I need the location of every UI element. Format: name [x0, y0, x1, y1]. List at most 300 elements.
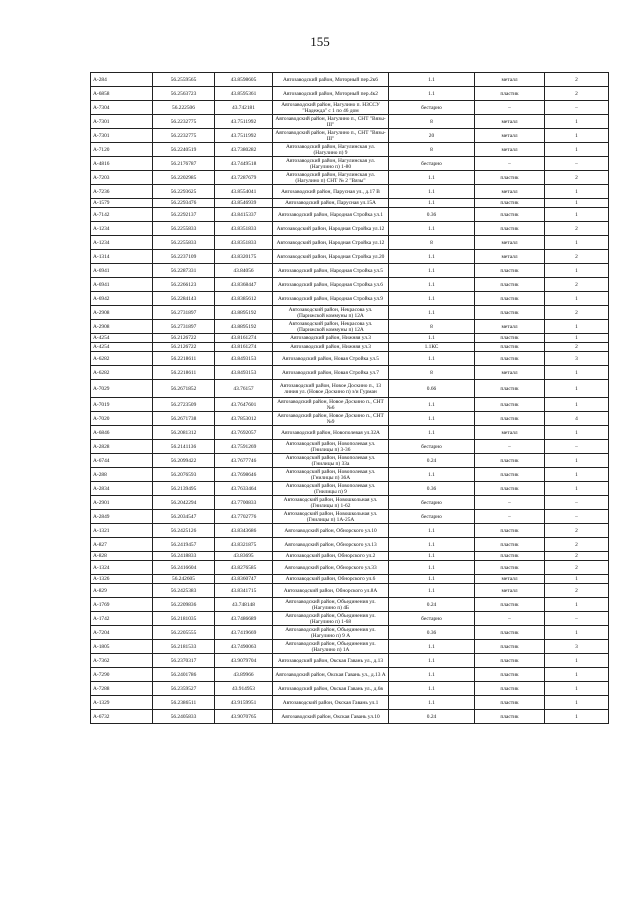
cell-site-number: А-7120 [91, 143, 153, 157]
cell-volume: 1.1 [389, 561, 475, 575]
cell-longitude: 43.8351833 [215, 236, 273, 250]
cell-material: пластик [475, 171, 545, 185]
cell-latitude: 56.2126722 [153, 334, 215, 343]
cell-longitude: 43.76157 [215, 380, 273, 398]
cell-site-number: А-4816 [91, 157, 153, 171]
cell-material: пластик [475, 208, 545, 222]
cell-site-number: А-7236 [91, 185, 153, 199]
cell-address: Автозаводский район, Окская Гавань ул.1 [273, 696, 389, 710]
cell-quantity: 1 [545, 668, 609, 682]
cell-quantity: – [545, 157, 609, 171]
cell-quantity: 1 [545, 366, 609, 380]
cell-latitude: 56.2731897 [153, 320, 215, 334]
cell-latitude: 56.2425383 [153, 584, 215, 598]
cell-material: пластик [475, 222, 545, 236]
cell-volume: 1.1КС [389, 343, 475, 352]
cell-site-number: А-828 [91, 552, 153, 561]
cell-longitude: 43.7692057 [215, 426, 273, 440]
cell-address: Автозаводский район, Парусная ул., д.17 В [273, 185, 389, 199]
cell-longitude: 43.8351833 [215, 222, 273, 236]
table-row [91, 496, 609, 510]
cell-quantity: – [545, 496, 609, 510]
cell-latitude: 56.2181035 [153, 612, 215, 626]
cell-address: Автозаводский район, Нагулинская ул. (Нагулино п) 1-80 [273, 157, 389, 171]
cell-site-number: А-2901 [91, 496, 153, 510]
cell-quantity: 2 [545, 278, 609, 292]
cell-longitude: 43.7700833 [215, 496, 273, 510]
cell-volume: бестарно [389, 440, 475, 454]
cell-latitude: 56.2176787 [153, 157, 215, 171]
cell-material: пластик [475, 538, 545, 552]
table-row [91, 278, 609, 292]
table-body [91, 73, 609, 724]
cell-material: – [475, 496, 545, 510]
cell-address: Автозаводский район, Народная Стройка ул.20 [273, 250, 389, 264]
cell-longitude: 43.8554041 [215, 185, 273, 199]
cell-address: Автозаводский район, Окская Гавань ул., д.13 [273, 654, 389, 668]
table-row [91, 561, 609, 575]
cell-longitude: 43.748148 [215, 598, 273, 612]
cell-site-number: А-7020 [91, 412, 153, 426]
table-row [91, 208, 609, 222]
cell-site-number: А-1321 [91, 524, 153, 538]
cell-address: Автозаводский район, Окская Гавань ул., д.13 А [273, 668, 389, 682]
cell-address: Автозаводский район, Новополевая ул.32А [273, 426, 389, 440]
cell-material: металл [475, 73, 545, 87]
table-row [91, 584, 609, 598]
cell-longitude: 43.8493153 [215, 366, 273, 380]
cell-longitude: 43.8360747 [215, 575, 273, 584]
cell-latitude: 56.242605 [153, 575, 215, 584]
cell-longitude: 43.7511992 [215, 129, 273, 143]
cell-latitude: 56.2209836 [153, 598, 215, 612]
cell-volume: 1.1 [389, 538, 475, 552]
table-row [91, 640, 609, 654]
cell-longitude: 43.9070765 [215, 710, 273, 724]
cell-quantity: 1 [545, 626, 609, 640]
cell-longitude: 43.8161274 [215, 334, 273, 343]
cell-latitude: 56.2218611 [153, 352, 215, 366]
table-row [91, 250, 609, 264]
table-row [91, 73, 609, 87]
table-row [91, 696, 609, 710]
cell-address: Автозаводский район, Окская Гавань ул., д.6в [273, 682, 389, 696]
cell-quantity: 2 [545, 306, 609, 320]
cell-site-number: А-6282 [91, 366, 153, 380]
cell-latitude: 56.2126722 [153, 343, 215, 352]
cell-site-number: А-1579 [91, 199, 153, 208]
cell-longitude: 43.8598605 [215, 73, 273, 87]
cell-volume: 1.1 [389, 412, 475, 426]
cell-material: металл [475, 143, 545, 157]
table-row [91, 343, 609, 352]
table-row [91, 115, 609, 129]
cell-volume: 8 [389, 366, 475, 380]
cell-volume: 1.1 [389, 222, 475, 236]
cell-material: металл [475, 575, 545, 584]
cell-site-number: А-6732 [91, 710, 153, 724]
cell-material: металл [475, 320, 545, 334]
cell-material: пластик [475, 278, 545, 292]
cell-latitude: 56.2416604 [153, 561, 215, 575]
cell-volume: 1.1 [389, 524, 475, 538]
cell-site-number: А-7301 [91, 129, 153, 143]
cell-material: – [475, 510, 545, 524]
cell-volume: 1.1 [389, 352, 475, 366]
cell-quantity: 1 [545, 236, 609, 250]
cell-latitude: 56.2034547 [153, 510, 215, 524]
table-row [91, 222, 609, 236]
cell-latitude: 56.2292137 [153, 208, 215, 222]
cell-volume: 1.1 [389, 306, 475, 320]
cell-volume: 1.1 [389, 73, 475, 87]
cell-address: Автозаводский район, Новошкольная ул. (Гнилицы п) 1А-25А [273, 510, 389, 524]
cell-latitude: 56.2284143 [153, 292, 215, 306]
cell-address: Автозаводский район, Обнорского ул.10 [273, 524, 389, 538]
cell-longitude: 43.7380282 [215, 143, 273, 157]
cell-site-number: А-2828 [91, 440, 153, 454]
table-row [91, 129, 609, 143]
cell-latitude: 56.2218611 [153, 366, 215, 380]
cell-latitude: 56.2232775 [153, 115, 215, 129]
cell-address: Автозаводский район, Нижняя ул.3 [273, 334, 389, 343]
table-row [91, 468, 609, 482]
cell-longitude: 43.742181 [215, 101, 273, 115]
cell-site-number: А-7019 [91, 398, 153, 412]
cell-volume: 1.1 [389, 668, 475, 682]
cell-address: Автозаводский район, Обнорского ул.33 [273, 561, 389, 575]
cell-volume: бестарно [389, 510, 475, 524]
cell-site-number: А-827 [91, 538, 153, 552]
cell-quantity: 1 [545, 598, 609, 612]
cell-address: Автозаводский район, Народная Стройка ул.12 [273, 236, 389, 250]
cell-address: Автозаводский район, Окская Гавань ул.10 [273, 710, 389, 724]
cell-site-number: А-1314 [91, 250, 153, 264]
cell-quantity: 1 [545, 208, 609, 222]
cell-quantity: 1 [545, 710, 609, 724]
cell-site-number: А-7142 [91, 208, 153, 222]
table-row [91, 412, 609, 426]
cell-site-number: А-2908 [91, 306, 153, 320]
cell-material: пластик [475, 352, 545, 366]
cell-site-number: А-2849 [91, 510, 153, 524]
cell-quantity: 1 [545, 292, 609, 306]
table-row [91, 398, 609, 412]
cell-material: пластик [475, 640, 545, 654]
cell-address: Автозаводский район, Некрасова ул. (Парижской коммуны п) 12А [273, 320, 389, 334]
table-row [91, 482, 609, 496]
cell-volume: 1.1 [389, 278, 475, 292]
cell-volume: 1.1 [389, 696, 475, 710]
cell-longitude: 43.7449518 [215, 157, 273, 171]
cell-material: – [475, 440, 545, 454]
cell-site-number: А-2834 [91, 482, 153, 496]
cell-latitude: 56.2266123 [153, 278, 215, 292]
cell-material: пластик [475, 454, 545, 468]
cell-address: Автозаводский район, Моторный пер.2к6 [273, 73, 389, 87]
cell-quantity: 2 [545, 343, 609, 352]
cell-site-number: А-7029 [91, 380, 153, 398]
cell-material: – [475, 612, 545, 626]
cell-address: Автозаводский район, Новополевая ул. (Гнилицы п) 36А [273, 468, 389, 482]
cell-site-number: А-1742 [91, 612, 153, 626]
cell-quantity: 4 [545, 412, 609, 426]
cell-volume: 1.1 [389, 292, 475, 306]
cell-site-number: А-7304 [91, 101, 153, 115]
cell-address: Автозаводский район, Народная Стройка ул.9 [273, 292, 389, 306]
cell-address: Автозаводский район, Народная Стройка ул.1 [273, 208, 389, 222]
cell-material: металл [475, 366, 545, 380]
table-row [91, 626, 609, 640]
cell-quantity: 1 [545, 454, 609, 468]
cell-volume: 1.1 [389, 87, 475, 101]
cell-quantity: 1 [545, 654, 609, 668]
cell-material: металл [475, 236, 545, 250]
cell-site-number: А-7362 [91, 654, 153, 668]
cell-latitude: 56.2293625 [153, 185, 215, 199]
cell-material: пластик [475, 524, 545, 538]
cell-quantity: 1 [545, 334, 609, 343]
cell-volume: 0.24 [389, 710, 475, 724]
cell-longitude: 43.7853012 [215, 412, 273, 426]
table-row [91, 440, 609, 454]
cell-longitude: 43.84056 [215, 264, 273, 278]
cell-latitude: 56.2076593 [153, 468, 215, 482]
table-row [91, 654, 609, 668]
cell-quantity: 1 [545, 264, 609, 278]
cell-longitude: 43.7287679 [215, 171, 273, 185]
cell-longitude: 43.8341715 [215, 584, 273, 598]
cell-site-number: А-1234 [91, 222, 153, 236]
table-row [91, 426, 609, 440]
cell-latitude: 56.2042294 [153, 496, 215, 510]
cell-longitude: 43.8321875 [215, 538, 273, 552]
cell-address: Автозаводский район, Новое Доскино п., СНТ №6 [273, 398, 389, 412]
cell-longitude: 43.8895192 [215, 306, 273, 320]
cell-address: Автозаводский район, Нагулинская ул. (Нагулино п) 9 [273, 143, 389, 157]
cell-site-number: А-7204 [91, 626, 153, 640]
cell-address: Автозаводский район, Некрасова ул. (Парижской коммуны п) 12А [273, 306, 389, 320]
cell-quantity: 2 [545, 538, 609, 552]
cell-volume: 1.1 [389, 250, 475, 264]
cell-volume: 1.1 [389, 640, 475, 654]
cell-volume: 1.1 [389, 264, 475, 278]
cell-quantity: 1 [545, 185, 609, 199]
cell-address: Автозаводский район, Объединения ул. (Нагулино п) 9 А [273, 626, 389, 640]
cell-quantity: 2 [545, 87, 609, 101]
cell-address: Автозаводский район, Народная Стройка ул.12 [273, 222, 389, 236]
cell-longitude: 43.7633464 [215, 482, 273, 496]
cell-volume: 1.1 [389, 552, 475, 561]
cell-site-number: А-6846 [91, 426, 153, 440]
cell-longitude: 43.8415337 [215, 208, 273, 222]
cell-site-number: А-6941 [91, 264, 153, 278]
cell-quantity: – [545, 510, 609, 524]
cell-site-number: А-288 [91, 468, 153, 482]
cell-volume: 1.1 [389, 334, 475, 343]
table-row [91, 236, 609, 250]
cell-latitude: 56.2181533 [153, 640, 215, 654]
cell-material: пластик [475, 199, 545, 208]
cell-address: Автозаводский район, Новополевая ул. (Гнилицы п) 3-36 [273, 440, 389, 454]
cell-latitude: 56.2081312 [153, 426, 215, 440]
cell-volume: 8 [389, 143, 475, 157]
cell-address: Автозаводский район, Обнорского ул.13 [273, 538, 389, 552]
cell-longitude: 43.8320175 [215, 250, 273, 264]
cell-longitude: 43.7511992 [215, 115, 273, 129]
cell-quantity: 2 [545, 73, 609, 87]
cell-address: Автозаводский район, Нагулинская ул. (Нагулино п) СНТ № 2 "Вязы" [273, 171, 389, 185]
table-row [91, 538, 609, 552]
cell-quantity: 3 [545, 352, 609, 366]
table-row [91, 87, 609, 101]
container-site-table [90, 72, 609, 724]
cell-latitude: 56.2418833 [153, 552, 215, 561]
cell-latitude: 56.2425126 [153, 524, 215, 538]
cell-volume: 1.1 [389, 426, 475, 440]
cell-material: металл [475, 115, 545, 129]
cell-longitude: 43.8343686 [215, 524, 273, 538]
cell-longitude: 43.7647601 [215, 398, 273, 412]
cell-longitude: 43.9079704 [215, 654, 273, 668]
cell-site-number: А-1769 [91, 598, 153, 612]
table-row [91, 510, 609, 524]
table-row [91, 612, 609, 626]
table-row [91, 185, 609, 199]
cell-address: Автозаводский район, Объединения ул. (Нагулино п) 4Б [273, 598, 389, 612]
cell-latitude: 56.2255833 [153, 222, 215, 236]
cell-latitude: 56.2386511 [153, 696, 215, 710]
cell-quantity: 2 [545, 250, 609, 264]
cell-quantity: 2 [545, 222, 609, 236]
cell-material: пластик [475, 552, 545, 561]
cell-address: Автозаводский район, Новое Доскино п., 13 линия ул. (Новое Доскино п) з/и Гурман [273, 380, 389, 398]
cell-latitude: 56.2237109 [153, 250, 215, 264]
table-row [91, 454, 609, 468]
cell-longitude: 43.7677746 [215, 454, 273, 468]
cell-longitude: 43.7591269 [215, 440, 273, 454]
cell-quantity: 1 [545, 115, 609, 129]
table-row [91, 157, 609, 171]
cell-address: Автозаводский район, Нагулино п., СНТ "Вязы-III" [273, 115, 389, 129]
cell-site-number: А-1324 [91, 561, 153, 575]
cell-volume: 0.24 [389, 598, 475, 612]
table-row [91, 143, 609, 157]
cell-volume: 0.36 [389, 482, 475, 496]
cell-address: Автозаводский район, Обнорского ул.2 [273, 552, 389, 561]
cell-material: пластик [475, 292, 545, 306]
cell-latitude: 56.2405833 [153, 710, 215, 724]
cell-site-number: А-6282 [91, 352, 153, 366]
cell-volume: 8 [389, 320, 475, 334]
cell-volume: бестарно [389, 496, 475, 510]
cell-latitude: 56.2202985 [153, 171, 215, 185]
cell-quantity: 1 [545, 398, 609, 412]
table-row [91, 598, 609, 612]
cell-longitude: 43.8276585 [215, 561, 273, 575]
cell-address: Автозаводский район, Новополевая ул. (Гнилицы п) 9 [273, 482, 389, 496]
cell-quantity: 2 [545, 561, 609, 575]
cell-latitude: 56.222506 [153, 101, 215, 115]
cell-longitude: 43.9159951 [215, 696, 273, 710]
cell-latitude: 56.2723509 [153, 398, 215, 412]
cell-volume: 1.1 [389, 468, 475, 482]
cell-latitude: 56.2419457 [153, 538, 215, 552]
cell-address: Автозаводский район, Объединения ул. (Нагулино п) 1-68 [273, 612, 389, 626]
cell-latitude: 56.2671852 [153, 380, 215, 398]
cell-longitude: 43.8385612 [215, 292, 273, 306]
cell-site-number: А-829 [91, 584, 153, 598]
cell-longitude: 43.914953 [215, 682, 273, 696]
cell-quantity: 1 [545, 575, 609, 584]
cell-material: пластик [475, 598, 545, 612]
cell-volume: 0.24 [389, 454, 475, 468]
cell-volume: 1.1 [389, 584, 475, 598]
cell-address: Автозаводский район, Объединения ул. (Нагулино п) 1А [273, 640, 389, 654]
cell-latitude: 56.2139495 [153, 482, 215, 496]
table-row [91, 682, 609, 696]
cell-site-number: А-7288 [91, 682, 153, 696]
cell-material: пластик [475, 561, 545, 575]
table-row [91, 366, 609, 380]
cell-volume: 1.1 [389, 199, 475, 208]
cell-longitude: 43.7490063 [215, 640, 273, 654]
cell-material: пластик [475, 710, 545, 724]
cell-volume: 1.1 [389, 654, 475, 668]
table-row [91, 380, 609, 398]
cell-volume: 0.36 [389, 208, 475, 222]
cell-address: Автозаводский район, Нижняя ул.3 [273, 343, 389, 352]
cell-quantity: – [545, 101, 609, 115]
cell-address: Автозаводский район, Обнорского ул.8А [273, 584, 389, 598]
table-row [91, 264, 609, 278]
cell-longitude: 43.7419669 [215, 626, 273, 640]
cell-address: Автозаводский район, Обнорского ул.6 [273, 575, 389, 584]
cell-longitude: 43.7698646 [215, 468, 273, 482]
table-row [91, 171, 609, 185]
cell-latitude: 56.2099422 [153, 454, 215, 468]
cell-longitude: 43.7702776 [215, 510, 273, 524]
table-row [91, 575, 609, 584]
cell-volume: 0.66 [389, 380, 475, 398]
cell-site-number: А-7301 [91, 115, 153, 129]
cell-address: Автозаводский район, Нагулино п., СНТ "Вязы-III" [273, 129, 389, 143]
cell-material: пластик [475, 334, 545, 343]
cell-longitude: 43.8368447 [215, 278, 273, 292]
cell-quantity: 1 [545, 320, 609, 334]
cell-latitude: 56.2671738 [153, 412, 215, 426]
cell-latitude: 56.2293476 [153, 199, 215, 208]
cell-latitude: 56.2205555 [153, 626, 215, 640]
cell-material: пластик [475, 343, 545, 352]
cell-quantity: 1 [545, 143, 609, 157]
cell-address: Автозаводский район, Новошкольная ул. (Гнилицы п) 1-62 [273, 496, 389, 510]
cell-site-number: А-1805 [91, 640, 153, 654]
cell-quantity: 3 [545, 640, 609, 654]
cell-quantity: 2 [545, 584, 609, 598]
table-row [91, 524, 609, 538]
cell-quantity: – [545, 440, 609, 454]
cell-quantity: 1 [545, 380, 609, 398]
cell-latitude: 56.2401786 [153, 668, 215, 682]
cell-volume: 1.1 [389, 398, 475, 412]
table-row [91, 199, 609, 208]
cell-site-number: А-7290 [91, 668, 153, 682]
cell-material: пластик [475, 654, 545, 668]
cell-material: пластик [475, 398, 545, 412]
cell-material: пластик [475, 87, 545, 101]
cell-longitude: 43.8493153 [215, 352, 273, 366]
